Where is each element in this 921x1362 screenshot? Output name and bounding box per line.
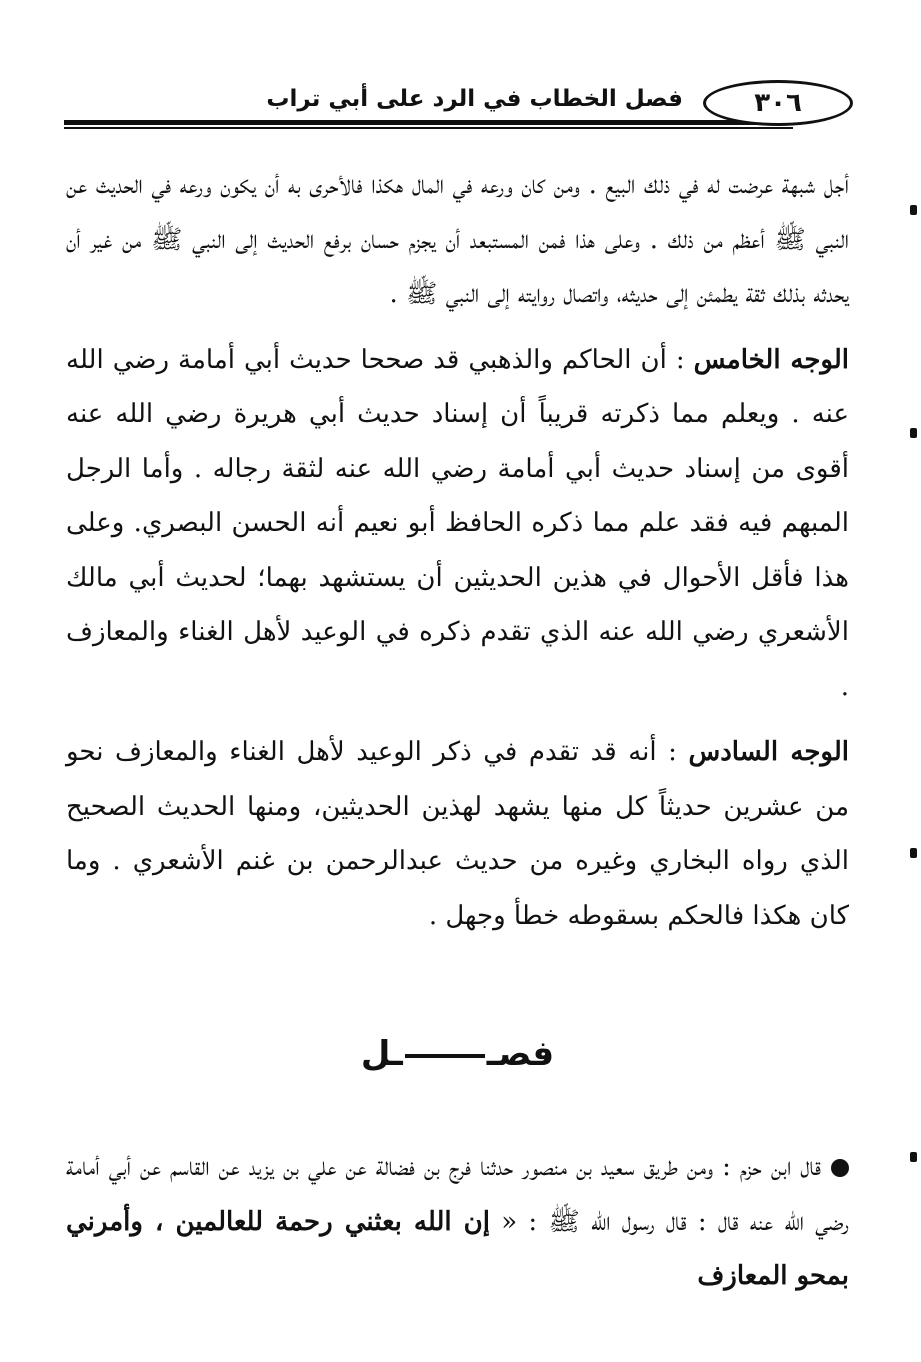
paragraph-3-text: : أنه قد تقدم في ذكر الوعيد لأهل الغناء والمعازف نحو من عشرين حديثاً كل منها يشهد لهذين الحديثين، ومنها الحديث الصحيح الذي رواه البخاري وغيره من حديث عبدالرحمن بن غنم الأشعري . وما كان هكذا فالحكم بسقوطه خطأ وجهل . [66, 737, 849, 931]
section-spacer [66, 954, 849, 1024]
running-header [64, 80, 853, 130]
running-title: فصل الخطاب في الرد على أبي تراب [266, 86, 683, 112]
page-body [66, 158, 849, 1315]
edge-mark-icon [910, 848, 917, 858]
paragraph-3 [66, 725, 849, 943]
hadith-quote: إن الله بعثني رحمة للعالمين ، وأمرني بمحو المعازف [66, 1206, 849, 1291]
section-heading [66, 1024, 849, 1084]
paragraph-2-text: : أن الحاكم والذهبي قد صححا حديث أبي أمامة رضي الله عنه . ويعلم مما ذكرته قريباً أن إسناد حديث أبي هريرة رضي الله عنه أقوى من إسناد حديث أبي أمامة رضي الله عنه لثقة رجاله . وأما الرجل المبهم فيه فقد علم مما ذكره الحافظ أبو نعيم أنه الحسن البصري. وعلى هذا فأقل الأحوال في هذين الحديثين أن يستشهد بهما؛ لحديث أبي مالك الأشعري رضي الله عنه الذي تقدم ذكره في الوعيد لأهل الغناء والمعازف . [66, 344, 849, 702]
header-rule [64, 120, 793, 129]
paragraph-2 [66, 333, 849, 715]
paragraph-3-heading: الوجه السادس [688, 737, 849, 767]
edge-mark-icon [910, 205, 917, 215]
paragraph-4 [66, 1140, 849, 1304]
section-heading-end: ـل [360, 1034, 403, 1074]
page-number: ٣٠٦ [703, 80, 853, 126]
edge-mark-icon [910, 428, 917, 438]
paragraph-1: أجل شبهة عرضت له في ذلك البيع . ومن كان ورعه في المال هكذا فالأحرى به أن يكون ورعه في الحديث عن النبي ﷺ أعظم من ذلك . وعلى هذا فمن المستبعد أن يجزم حسان برفع الحديث إلى النبي ﷺ من غير أن يحدثه بذلك ثقة يطمئن إلى حديثه، واتصال روايته إلى النبي ﷺ . [66, 170, 849, 309]
paragraph-4-text: قال ابن حزم : ومن طريق سعيد بن منصور حدثنا فرج بن فضالة عن علي بن يزيد عن القاسم عن أبي أمامة رضي الله عنه قال : قال رسول الله ﷺ : « [66, 1152, 849, 1237]
paragraph-2-heading: الوجه الخامس [693, 344, 849, 375]
section-heading-start: فصـ [486, 1034, 555, 1074]
bullet-icon [831, 1159, 849, 1177]
edge-mark-icon [910, 1152, 917, 1162]
section-heading-stroke [405, 1054, 485, 1058]
